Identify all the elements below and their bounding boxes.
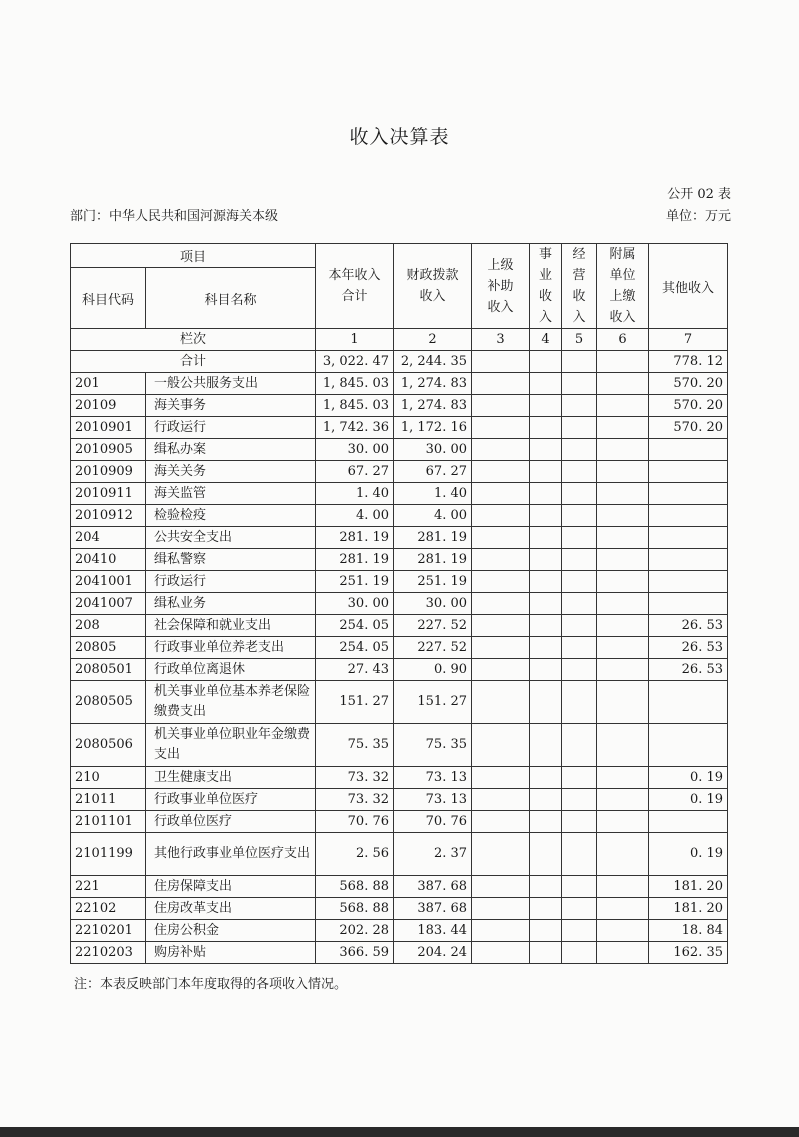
empty-cell xyxy=(562,637,597,659)
row-code: 208 xyxy=(71,615,146,637)
empty-cell xyxy=(562,417,597,439)
row-col2: 30. 00 xyxy=(394,439,472,461)
row-col1: 568. 88 xyxy=(316,876,394,898)
empty-cell xyxy=(562,571,597,593)
row-col1: 366. 59 xyxy=(316,942,394,964)
header-code: 科目代码 xyxy=(71,268,146,329)
empty-cell xyxy=(597,767,649,789)
empty-cell xyxy=(472,942,530,964)
row-name: 行政运行 xyxy=(146,571,316,593)
row-name: 机关事业单位职业年金缴费支出 xyxy=(146,724,316,767)
empty-cell xyxy=(472,373,530,395)
row-name: 行政运行 xyxy=(146,417,316,439)
row-col2: 387. 68 xyxy=(394,898,472,920)
row-name: 检验检疫 xyxy=(146,505,316,527)
row-col7 xyxy=(649,505,728,527)
row-name: 行政单位医疗 xyxy=(146,811,316,833)
row-name: 住房改革支出 xyxy=(146,898,316,920)
row-code: 2010901 xyxy=(71,417,146,439)
row-name: 社会保障和就业支出 xyxy=(146,615,316,637)
empty-cell xyxy=(562,681,597,724)
row-col2: 1, 172. 16 xyxy=(394,417,472,439)
row-col7: 18. 84 xyxy=(649,920,728,942)
row-name: 行政单位离退休 xyxy=(146,659,316,681)
row-col1: 202. 28 xyxy=(316,920,394,942)
row-name: 缉私警察 xyxy=(146,549,316,571)
empty-cell xyxy=(530,351,562,373)
lanci-num: 3 xyxy=(472,329,530,351)
empty-cell xyxy=(472,593,530,615)
row-code: 2101199 xyxy=(71,833,146,876)
header-col3: 上级 补助 收入 xyxy=(472,244,530,329)
row-name: 卫生健康支出 xyxy=(146,767,316,789)
row-col1: 254. 05 xyxy=(316,637,394,659)
footnote: 注：本表反映部门本年度取得的各项收入情况。 xyxy=(74,977,348,992)
row-col2: 73. 13 xyxy=(394,789,472,811)
empty-cell xyxy=(597,461,649,483)
row-code: 2010912 xyxy=(71,505,146,527)
table-row xyxy=(71,549,728,571)
row-col2: 30. 00 xyxy=(394,593,472,615)
department-label: 部门：中华人民共和国河源海关本级 xyxy=(70,209,279,224)
empty-cell xyxy=(597,724,649,767)
row-code: 20109 xyxy=(71,395,146,417)
row-col1: 281. 19 xyxy=(316,527,394,549)
row-code: 2041001 xyxy=(71,571,146,593)
header-col7: 其他收入 xyxy=(649,244,728,329)
row-col7: 570. 20 xyxy=(649,395,728,417)
empty-cell xyxy=(562,789,597,811)
table-row xyxy=(71,942,728,964)
empty-cell xyxy=(562,505,597,527)
empty-cell xyxy=(597,811,649,833)
row-col1: 1, 845. 03 xyxy=(316,373,394,395)
header-col1: 本年收入 合计 xyxy=(316,244,394,329)
row-col1: 27. 43 xyxy=(316,659,394,681)
empty-cell xyxy=(562,461,597,483)
table-row xyxy=(71,483,728,505)
empty-cell xyxy=(530,833,562,876)
table-row xyxy=(71,767,728,789)
row-name: 一般公共服务支出 xyxy=(146,373,316,395)
empty-cell xyxy=(472,724,530,767)
row-code: 2210201 xyxy=(71,920,146,942)
row-col7: 570. 20 xyxy=(649,417,728,439)
row-code: 2041007 xyxy=(71,593,146,615)
row-col7 xyxy=(649,549,728,571)
empty-cell xyxy=(597,942,649,964)
row-col1: 1. 40 xyxy=(316,483,394,505)
empty-cell xyxy=(472,789,530,811)
header-col2: 财政拨款 收入 xyxy=(394,244,472,329)
row-name: 机关事业单位基本养老保险缴费支出 xyxy=(146,681,316,724)
row-col2: 387. 68 xyxy=(394,876,472,898)
income-table xyxy=(70,243,728,964)
row-col2: 75. 35 xyxy=(394,724,472,767)
row-col7 xyxy=(649,527,728,549)
scan-border xyxy=(0,1127,799,1137)
row-code: 2080505 xyxy=(71,681,146,724)
row-name: 海关监管 xyxy=(146,483,316,505)
table-row xyxy=(71,505,728,527)
row-code: 20410 xyxy=(71,549,146,571)
empty-cell xyxy=(562,439,597,461)
row-code: 20805 xyxy=(71,637,146,659)
row-col7: 181. 20 xyxy=(649,876,728,898)
row-col1: 67. 27 xyxy=(316,461,394,483)
row-name: 行政事业单位医疗 xyxy=(146,789,316,811)
empty-cell xyxy=(530,571,562,593)
row-code: 2101101 xyxy=(71,811,146,833)
row-col7: 0. 19 xyxy=(649,789,728,811)
empty-cell xyxy=(530,395,562,417)
empty-cell xyxy=(597,659,649,681)
empty-cell xyxy=(472,351,530,373)
form-number: 公开 02 表 xyxy=(667,187,731,202)
empty-cell xyxy=(530,898,562,920)
row-col7 xyxy=(649,681,728,724)
empty-cell xyxy=(597,615,649,637)
empty-cell xyxy=(597,681,649,724)
row-col7 xyxy=(649,439,728,461)
empty-cell xyxy=(530,373,562,395)
empty-cell xyxy=(472,767,530,789)
row-col2: 227. 52 xyxy=(394,615,472,637)
lanci-num: 2 xyxy=(394,329,472,351)
row-col7: 162. 35 xyxy=(649,942,728,964)
empty-cell xyxy=(597,571,649,593)
empty-cell xyxy=(472,811,530,833)
row-col1: 281. 19 xyxy=(316,549,394,571)
table-row xyxy=(71,681,728,724)
row-code: 21011 xyxy=(71,789,146,811)
empty-cell xyxy=(562,395,597,417)
total-col7: 778. 12 xyxy=(649,351,728,373)
empty-cell xyxy=(597,833,649,876)
total-label: 合计 xyxy=(71,351,316,373)
empty-cell xyxy=(472,439,530,461)
row-col1: 1, 742. 36 xyxy=(316,417,394,439)
table-row xyxy=(71,461,728,483)
empty-cell xyxy=(597,527,649,549)
empty-cell xyxy=(472,527,530,549)
empty-cell xyxy=(530,461,562,483)
row-col2: 151. 27 xyxy=(394,681,472,724)
row-code: 2010909 xyxy=(71,461,146,483)
row-col7 xyxy=(649,593,728,615)
lanci-row xyxy=(71,329,728,351)
row-col7 xyxy=(649,811,728,833)
empty-cell xyxy=(597,483,649,505)
empty-cell xyxy=(530,549,562,571)
empty-cell xyxy=(472,571,530,593)
row-col1: 73. 32 xyxy=(316,767,394,789)
empty-cell xyxy=(562,876,597,898)
empty-cell xyxy=(530,724,562,767)
row-col1: 4. 00 xyxy=(316,505,394,527)
header-col5: 经 营 收 入 xyxy=(562,244,597,329)
row-name: 缉私业务 xyxy=(146,593,316,615)
row-name: 海关关务 xyxy=(146,461,316,483)
row-code: 2210203 xyxy=(71,942,146,964)
row-code: 2080506 xyxy=(71,724,146,767)
total-row xyxy=(71,351,728,373)
row-code: 204 xyxy=(71,527,146,549)
empty-cell xyxy=(530,767,562,789)
row-name: 缉私办案 xyxy=(146,439,316,461)
row-name: 其他行政事业单位医疗支出 xyxy=(146,833,316,876)
table-row xyxy=(71,373,728,395)
empty-cell xyxy=(562,351,597,373)
table-row xyxy=(71,724,728,767)
row-col1: 30. 00 xyxy=(316,593,394,615)
row-col1: 73. 32 xyxy=(316,789,394,811)
row-col1: 151. 27 xyxy=(316,681,394,724)
row-col1: 75. 35 xyxy=(316,724,394,767)
empty-cell xyxy=(562,373,597,395)
row-code: 2010911 xyxy=(71,483,146,505)
table-row xyxy=(71,659,728,681)
empty-cell xyxy=(472,659,530,681)
row-col2: 1. 40 xyxy=(394,483,472,505)
row-code: 2080501 xyxy=(71,659,146,681)
row-col1: 1, 845. 03 xyxy=(316,395,394,417)
row-code: 221 xyxy=(71,876,146,898)
empty-cell xyxy=(562,833,597,876)
empty-cell xyxy=(472,483,530,505)
empty-cell xyxy=(472,395,530,417)
table-row xyxy=(71,637,728,659)
lanci-num: 6 xyxy=(597,329,649,351)
header-name: 科目名称 xyxy=(146,268,316,329)
row-col7: 181. 20 xyxy=(649,898,728,920)
empty-cell xyxy=(530,942,562,964)
row-name: 住房保障支出 xyxy=(146,876,316,898)
table-row xyxy=(71,593,728,615)
empty-cell xyxy=(472,833,530,876)
table-row xyxy=(71,417,728,439)
empty-cell xyxy=(472,920,530,942)
row-col1: 251. 19 xyxy=(316,571,394,593)
empty-cell xyxy=(597,789,649,811)
row-col7 xyxy=(649,724,728,767)
table-row xyxy=(71,571,728,593)
row-col1: 30. 00 xyxy=(316,439,394,461)
empty-cell xyxy=(530,789,562,811)
empty-cell xyxy=(530,417,562,439)
empty-cell xyxy=(597,439,649,461)
row-code: 201 xyxy=(71,373,146,395)
empty-cell xyxy=(597,351,649,373)
lanci-num: 5 xyxy=(562,329,597,351)
lanci-num: 4 xyxy=(530,329,562,351)
empty-cell xyxy=(530,681,562,724)
row-col7: 570. 20 xyxy=(649,373,728,395)
row-col7: 0. 19 xyxy=(649,767,728,789)
empty-cell xyxy=(530,615,562,637)
empty-cell xyxy=(597,417,649,439)
row-col2: 1, 274. 83 xyxy=(394,373,472,395)
empty-cell xyxy=(562,593,597,615)
row-col1: 70. 76 xyxy=(316,811,394,833)
row-code: 210 xyxy=(71,767,146,789)
empty-cell xyxy=(562,767,597,789)
total-col2: 2, 244. 35 xyxy=(394,351,472,373)
empty-cell xyxy=(562,549,597,571)
row-col2: 251. 19 xyxy=(394,571,472,593)
row-col2: 4. 00 xyxy=(394,505,472,527)
row-col1: 2. 56 xyxy=(316,833,394,876)
empty-cell xyxy=(562,724,597,767)
table-row xyxy=(71,527,728,549)
table-row xyxy=(71,811,728,833)
empty-cell xyxy=(597,373,649,395)
empty-cell xyxy=(530,483,562,505)
empty-cell xyxy=(530,637,562,659)
empty-cell xyxy=(472,549,530,571)
empty-cell xyxy=(472,461,530,483)
table-row xyxy=(71,876,728,898)
table-row xyxy=(71,439,728,461)
empty-cell xyxy=(472,505,530,527)
empty-cell xyxy=(562,898,597,920)
row-name: 海关事务 xyxy=(146,395,316,417)
row-name: 行政事业单位养老支出 xyxy=(146,637,316,659)
empty-cell xyxy=(530,811,562,833)
page-title: 收入决算表 xyxy=(349,126,450,148)
unit-label: 单位：万元 xyxy=(665,209,731,224)
row-col1: 254. 05 xyxy=(316,615,394,637)
empty-cell xyxy=(562,811,597,833)
empty-cell xyxy=(472,876,530,898)
row-col2: 227. 52 xyxy=(394,637,472,659)
total-col1: 3, 022. 47 xyxy=(316,351,394,373)
table-row xyxy=(71,615,728,637)
table-row xyxy=(71,898,728,920)
row-col2: 2. 37 xyxy=(394,833,472,876)
empty-cell xyxy=(530,876,562,898)
empty-cell xyxy=(597,898,649,920)
empty-cell xyxy=(597,549,649,571)
lanci-label: 栏次 xyxy=(71,329,316,351)
header-col6: 附属 单位 上缴 收入 xyxy=(597,244,649,329)
row-col2: 1, 274. 83 xyxy=(394,395,472,417)
row-col2: 0. 90 xyxy=(394,659,472,681)
table-row xyxy=(71,789,728,811)
row-col2: 73. 13 xyxy=(394,767,472,789)
empty-cell xyxy=(597,876,649,898)
row-name: 住房公积金 xyxy=(146,920,316,942)
row-col7: 26. 53 xyxy=(649,637,728,659)
header-col4: 事 业 收 入 xyxy=(530,244,562,329)
row-col7 xyxy=(649,461,728,483)
empty-cell xyxy=(472,898,530,920)
row-col7: 26. 53 xyxy=(649,615,728,637)
table-row xyxy=(71,920,728,942)
empty-cell xyxy=(597,593,649,615)
empty-cell xyxy=(530,920,562,942)
row-name: 公共安全支出 xyxy=(146,527,316,549)
row-col2: 204. 24 xyxy=(394,942,472,964)
header-item: 项目 xyxy=(71,244,316,268)
row-col2: 183. 44 xyxy=(394,920,472,942)
row-col2: 281. 19 xyxy=(394,549,472,571)
empty-cell xyxy=(530,439,562,461)
lanci-num: 7 xyxy=(649,329,728,351)
table-row xyxy=(71,395,728,417)
empty-cell xyxy=(597,395,649,417)
row-col1: 568. 88 xyxy=(316,898,394,920)
empty-cell xyxy=(562,615,597,637)
empty-cell xyxy=(562,527,597,549)
row-col7 xyxy=(649,483,728,505)
lanci-num: 1 xyxy=(316,329,394,351)
empty-cell xyxy=(472,681,530,724)
table-row xyxy=(71,833,728,876)
empty-cell xyxy=(562,920,597,942)
empty-cell xyxy=(530,505,562,527)
row-col7 xyxy=(649,571,728,593)
empty-cell xyxy=(472,417,530,439)
row-code: 2010905 xyxy=(71,439,146,461)
empty-cell xyxy=(597,505,649,527)
empty-cell xyxy=(530,659,562,681)
row-col2: 70. 76 xyxy=(394,811,472,833)
empty-cell xyxy=(530,593,562,615)
row-col7: 26. 53 xyxy=(649,659,728,681)
row-name: 购房补贴 xyxy=(146,942,316,964)
empty-cell xyxy=(472,615,530,637)
empty-cell xyxy=(597,920,649,942)
row-col2: 281. 19 xyxy=(394,527,472,549)
empty-cell xyxy=(562,942,597,964)
empty-cell xyxy=(472,637,530,659)
empty-cell xyxy=(530,527,562,549)
row-col7: 0. 19 xyxy=(649,833,728,876)
row-code: 22102 xyxy=(71,898,146,920)
empty-cell xyxy=(562,483,597,505)
empty-cell xyxy=(562,659,597,681)
empty-cell xyxy=(597,637,649,659)
row-col2: 67. 27 xyxy=(394,461,472,483)
